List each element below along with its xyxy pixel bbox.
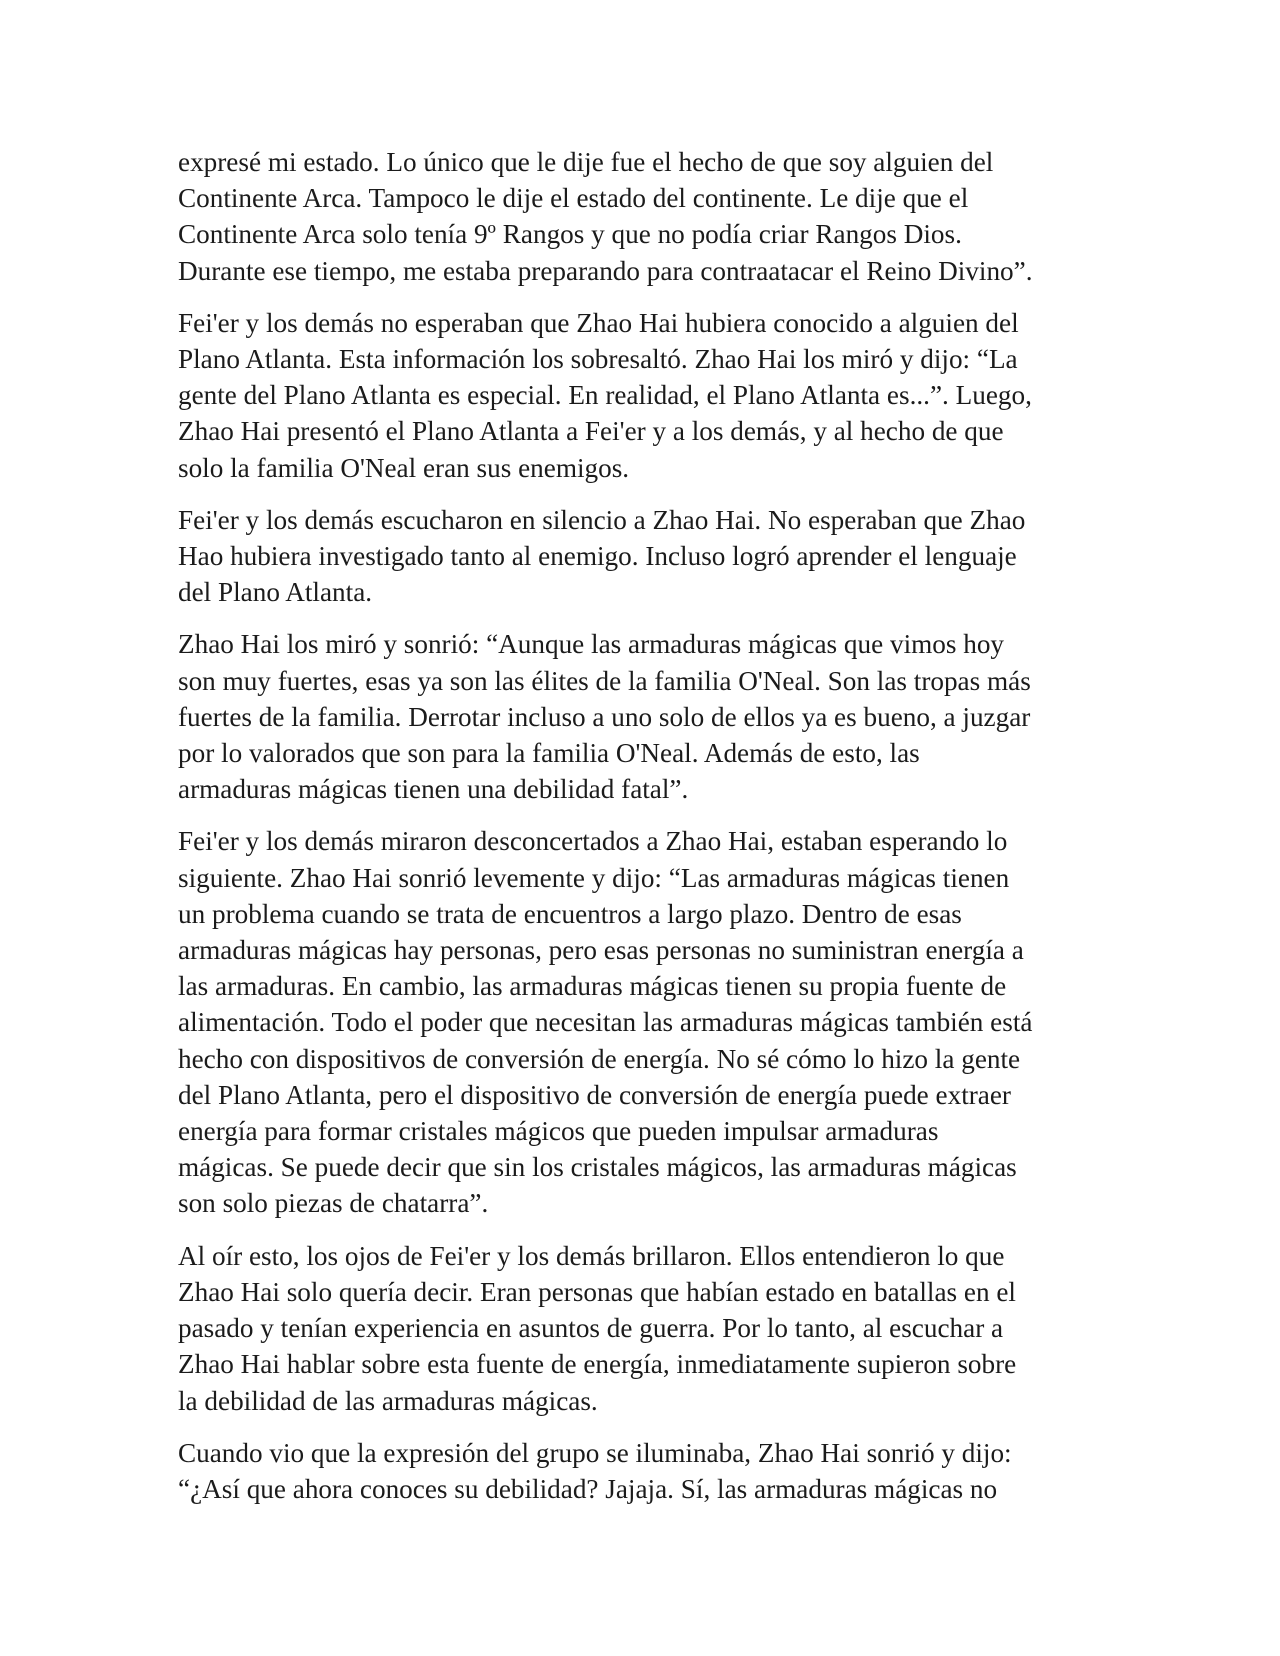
text-line: Fei'er y los demás no esperaban que Zhao Hai hubiera conocido a alguien del: [178, 307, 1019, 338]
paragraph-2: [178, 305, 1108, 486]
text-line: son solo piezas de chatarra”.: [178, 1188, 489, 1219]
text-line: Continente Arca. Tampoco le dije el estado del continente. Le dije que el: [178, 183, 969, 214]
text-line: alimentación. Todo el poder que necesitan las armaduras mágicas también está: [178, 1007, 1033, 1038]
text-line: del Plano Atlanta, pero el dispositivo de conversión de energía puede extraer: [178, 1079, 1011, 1110]
text-line: “¿Así que ahora conoces su debilidad? Jajaja. Sí, las armaduras mágicas no: [178, 1473, 998, 1504]
text-line: solo la familia O'Neal eran sus enemigos.: [178, 452, 630, 483]
text-line: Plano Atlanta. Esta información los sobresaltó. Zhao Hai los miró y dijo: “La: [178, 344, 1018, 375]
text-line: Continente Arca solo tenía 9º Rangos y que no podía criar Rangos Dios.: [178, 219, 962, 250]
text-line: expresé mi estado. Lo único que le dije fue el hecho de que soy alguien del: [178, 147, 994, 177]
text-line: gente del Plano Atlanta es especial. En realidad, el Plano Atlanta es...”. Luego,: [178, 380, 1032, 411]
paragraph-3: [178, 502, 1108, 611]
text-line: Fei'er y los demás miraron desconcertados a Zhao Hai, estaban esperando lo: [178, 826, 1008, 857]
text-line: energía para formar cristales mágicos que pueden impulsar armaduras: [178, 1116, 939, 1147]
text-line: Fei'er y los demás escucharon en silencio a Zhao Hai. No esperaban que Zhao: [178, 504, 1026, 535]
text-line: mágicas. Se puede decir que sin los cristales mágicos, las armaduras mágicas: [178, 1152, 1017, 1183]
document-body: [178, 144, 1108, 1523]
text-line: Zhao Hai presentó el Plano Atlanta a Fei'er y a los demás, y al hecho de que: [178, 416, 1004, 447]
paragraph-5: [178, 823, 1108, 1221]
text-line: un problema cuando se trata de encuentros a largo plazo. Dentro de esas: [178, 898, 962, 929]
text-line: armaduras mágicas hay personas, pero esas personas no suministran energía a: [178, 935, 1024, 966]
text-line: pasado y tenían experiencia en asuntos de guerra. Por lo tanto, al escuchar a: [178, 1313, 1004, 1344]
text-line: hecho con dispositivos de conversión de energía. No sé cómo lo hizo la gente: [178, 1043, 1021, 1074]
text-line: son muy fuertes, esas ya son las élites de la familia O'Neal. Son las tropas más: [178, 665, 1031, 696]
text-line: Zhao Hai solo quería decir. Eran personas que habían estado en batallas en el: [178, 1276, 1016, 1307]
text-line: las armaduras. En cambio, las armaduras mágicas tienen su propia fuente de: [178, 971, 1007, 1002]
text-line: Al oír esto, los ojos de Fei'er y los demás brillaron. Ellos entendieron lo que: [178, 1240, 1005, 1271]
text-line: del Plano Atlanta.: [178, 577, 373, 608]
text-line: armaduras mágicas tienen una debilidad fatal”.: [178, 774, 689, 805]
text-line: Hao hubiera investigado tanto al enemigo. Incluso logró aprender el lenguaje: [178, 541, 1017, 572]
text-line: Durante ese tiempo, me estaba preparando para contraatacar el Reino Divino”.: [178, 255, 1033, 286]
paragraph-6: [178, 1238, 1108, 1419]
text-line: la debilidad de las armaduras mágicas.: [178, 1385, 598, 1416]
text-line: Zhao Hai los miró y sonrió: “Aunque las armaduras mágicas que vimos hoy: [178, 629, 1005, 660]
text-line: Zhao Hai hablar sobre esta fuente de energía, inmediatamente supieron sobre: [178, 1349, 1017, 1380]
text-line: Cuando vio que la expresión del grupo se iluminaba, Zhao Hai sonrió y dijo:: [178, 1437, 1012, 1468]
text-line: fuertes de la familia. Derrotar incluso a uno solo de ellos ya es bueno, a juzgar: [178, 701, 1031, 732]
text-line: por lo valorados que son para la familia O'Neal. Además de esto, las: [178, 738, 920, 769]
paragraph-4: [178, 626, 1108, 807]
paragraph-7: [178, 1435, 1108, 1507]
paragraph-1: [178, 144, 1108, 289]
text-line: siguiente. Zhao Hai sonrió levemente y dijo: “Las armaduras mágicas tienen: [178, 862, 1010, 893]
